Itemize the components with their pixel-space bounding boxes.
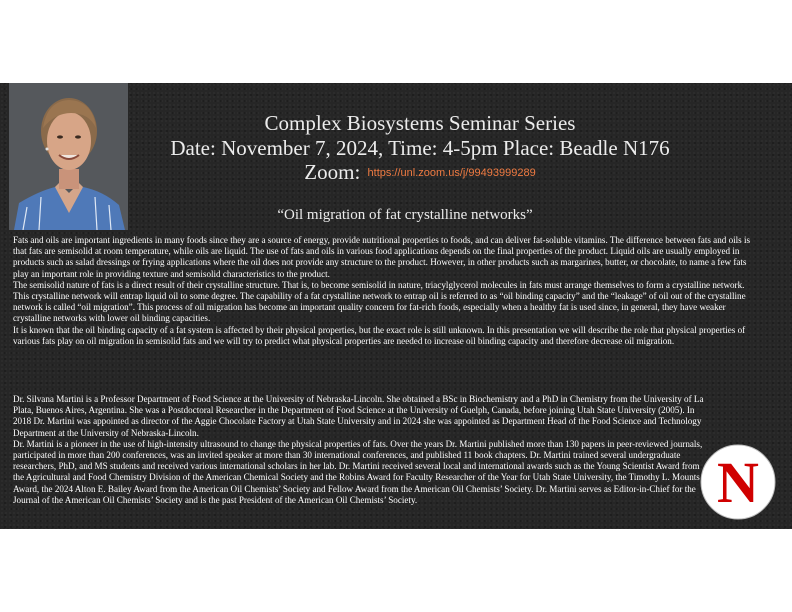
speaker-photo bbox=[9, 83, 128, 230]
bio-paragraph: Dr. Martini is a pioneer in the use of high-intensity ultrasound to change the physical properties of fats. Over the years Dr. Martini published more than 130 papers in peer-reviewed journals, participated in more than 200 conferences, was an invited speaker at more than 30 international conferences, and published 11 book chapters. Dr. Martini trained several undergraduate researchers, PhD, and MS students and received various international scholars in her lab. Dr. Martini received several local and international awards such as the Young Scientist Award from the Agricultural and Food Chemistry Division of the American Chemical Society and the Robins Award for Faculty Researcher of the Year for Utah State University, the Timothy L. Mounts Award, the 2024 Alton E. Bailey Award from the American Oil Chemists’ Society and Fellow Award from the American Oil Chemists’ Society. Dr. Martini serves as Editor-in-Chief for the Journal of the American Oil Chemists’ Society and is the past President of the American Oil Chemists’ Society. bbox=[13, 438, 703, 505]
speaker-bio bbox=[13, 394, 708, 506]
abstract bbox=[13, 235, 751, 347]
seminar-flyer bbox=[0, 83, 792, 529]
nebraska-n-logo bbox=[700, 444, 776, 520]
abstract-paragraph: Fats and oils are important ingredients in many foods since they are a source of energy, provide nutritional properties to foods, and can deliver fat-soluble vitamins. The difference between fats and oils is that fats are semisolid at room temperature, while oils are liquid. The use of fats and oils in various food applications depends on the final properties of the product. Liquid oils are usually employed in products such as salad dressings or frying applications where the oil does not provide any structure to the product. However, in other products such as margarines, butter, or chocolate, to name a few fats play an important role in providing texture and semisolid characteristics to the product. bbox=[13, 235, 751, 279]
zoom-label: Zoom: bbox=[304, 160, 361, 184]
logo-letter: N bbox=[717, 450, 759, 515]
zoom-link[interactable]: https://unl.zoom.us/j/99493999289 bbox=[367, 167, 536, 179]
date-time-place: Date: November 7, 2024, Time: 4-5pm Place: Beadle N176 bbox=[170, 136, 670, 160]
bio-paragraph: Dr. Silvana Martini is a Professor Department of Food Science at the University of Nebraska-Lincoln. She obtained a BSc in Biochemistry and a PhD in Chemistry from the University of La Plata, Buenos Aires, Argentina. She was a Postdoctoral Researcher in the Department of Food Science at the University of Guelph, Canada, before joining Utah State University (2005). In 2018 Dr. Martini was appointed as director of the Aggie Chocolate Factory at Utah State University and in 2024 she was appointed as Department Head of the Food Science and Technology Department at the University of Nebraska-Lincoln. bbox=[13, 394, 704, 438]
series-title: Complex Biosystems Seminar Series bbox=[264, 111, 576, 135]
abstract-paragraph: The semisolid nature of fats is a direct result of their crystalline structure. That is, to become semisolid in nature, triacylglycerol molecules in fats must arrange themselves to form a crystalline network. This crystalline network will entrap liquid oil to some degree. The capability of a fat crystalline network to entrap oil is referred to as “oil binding capacity” and the “leakage” of oil out of the crystalline network is called “oil migration”. This process of oil migration has become an important quality concern for fat-rich foods, especially when a healthy fat is used since, in general, they have weaker crystalline networks with lower oil binding capacities. bbox=[13, 279, 746, 324]
abstract-paragraph: It is known that the oil binding capacity of a fat system is affected by their physical properties, but the exact role is still unknown. In this presentation we will describe the role that physical properties of various fats play on oil migration in semisolid fats and we will try to predict what physical properties are needed to increase oil binding capacity and therefore decrease oil migration. bbox=[13, 324, 746, 346]
zoom-line bbox=[140, 160, 700, 185]
talk-title: “Oil migration of fat crystalline networks” bbox=[277, 207, 533, 223]
